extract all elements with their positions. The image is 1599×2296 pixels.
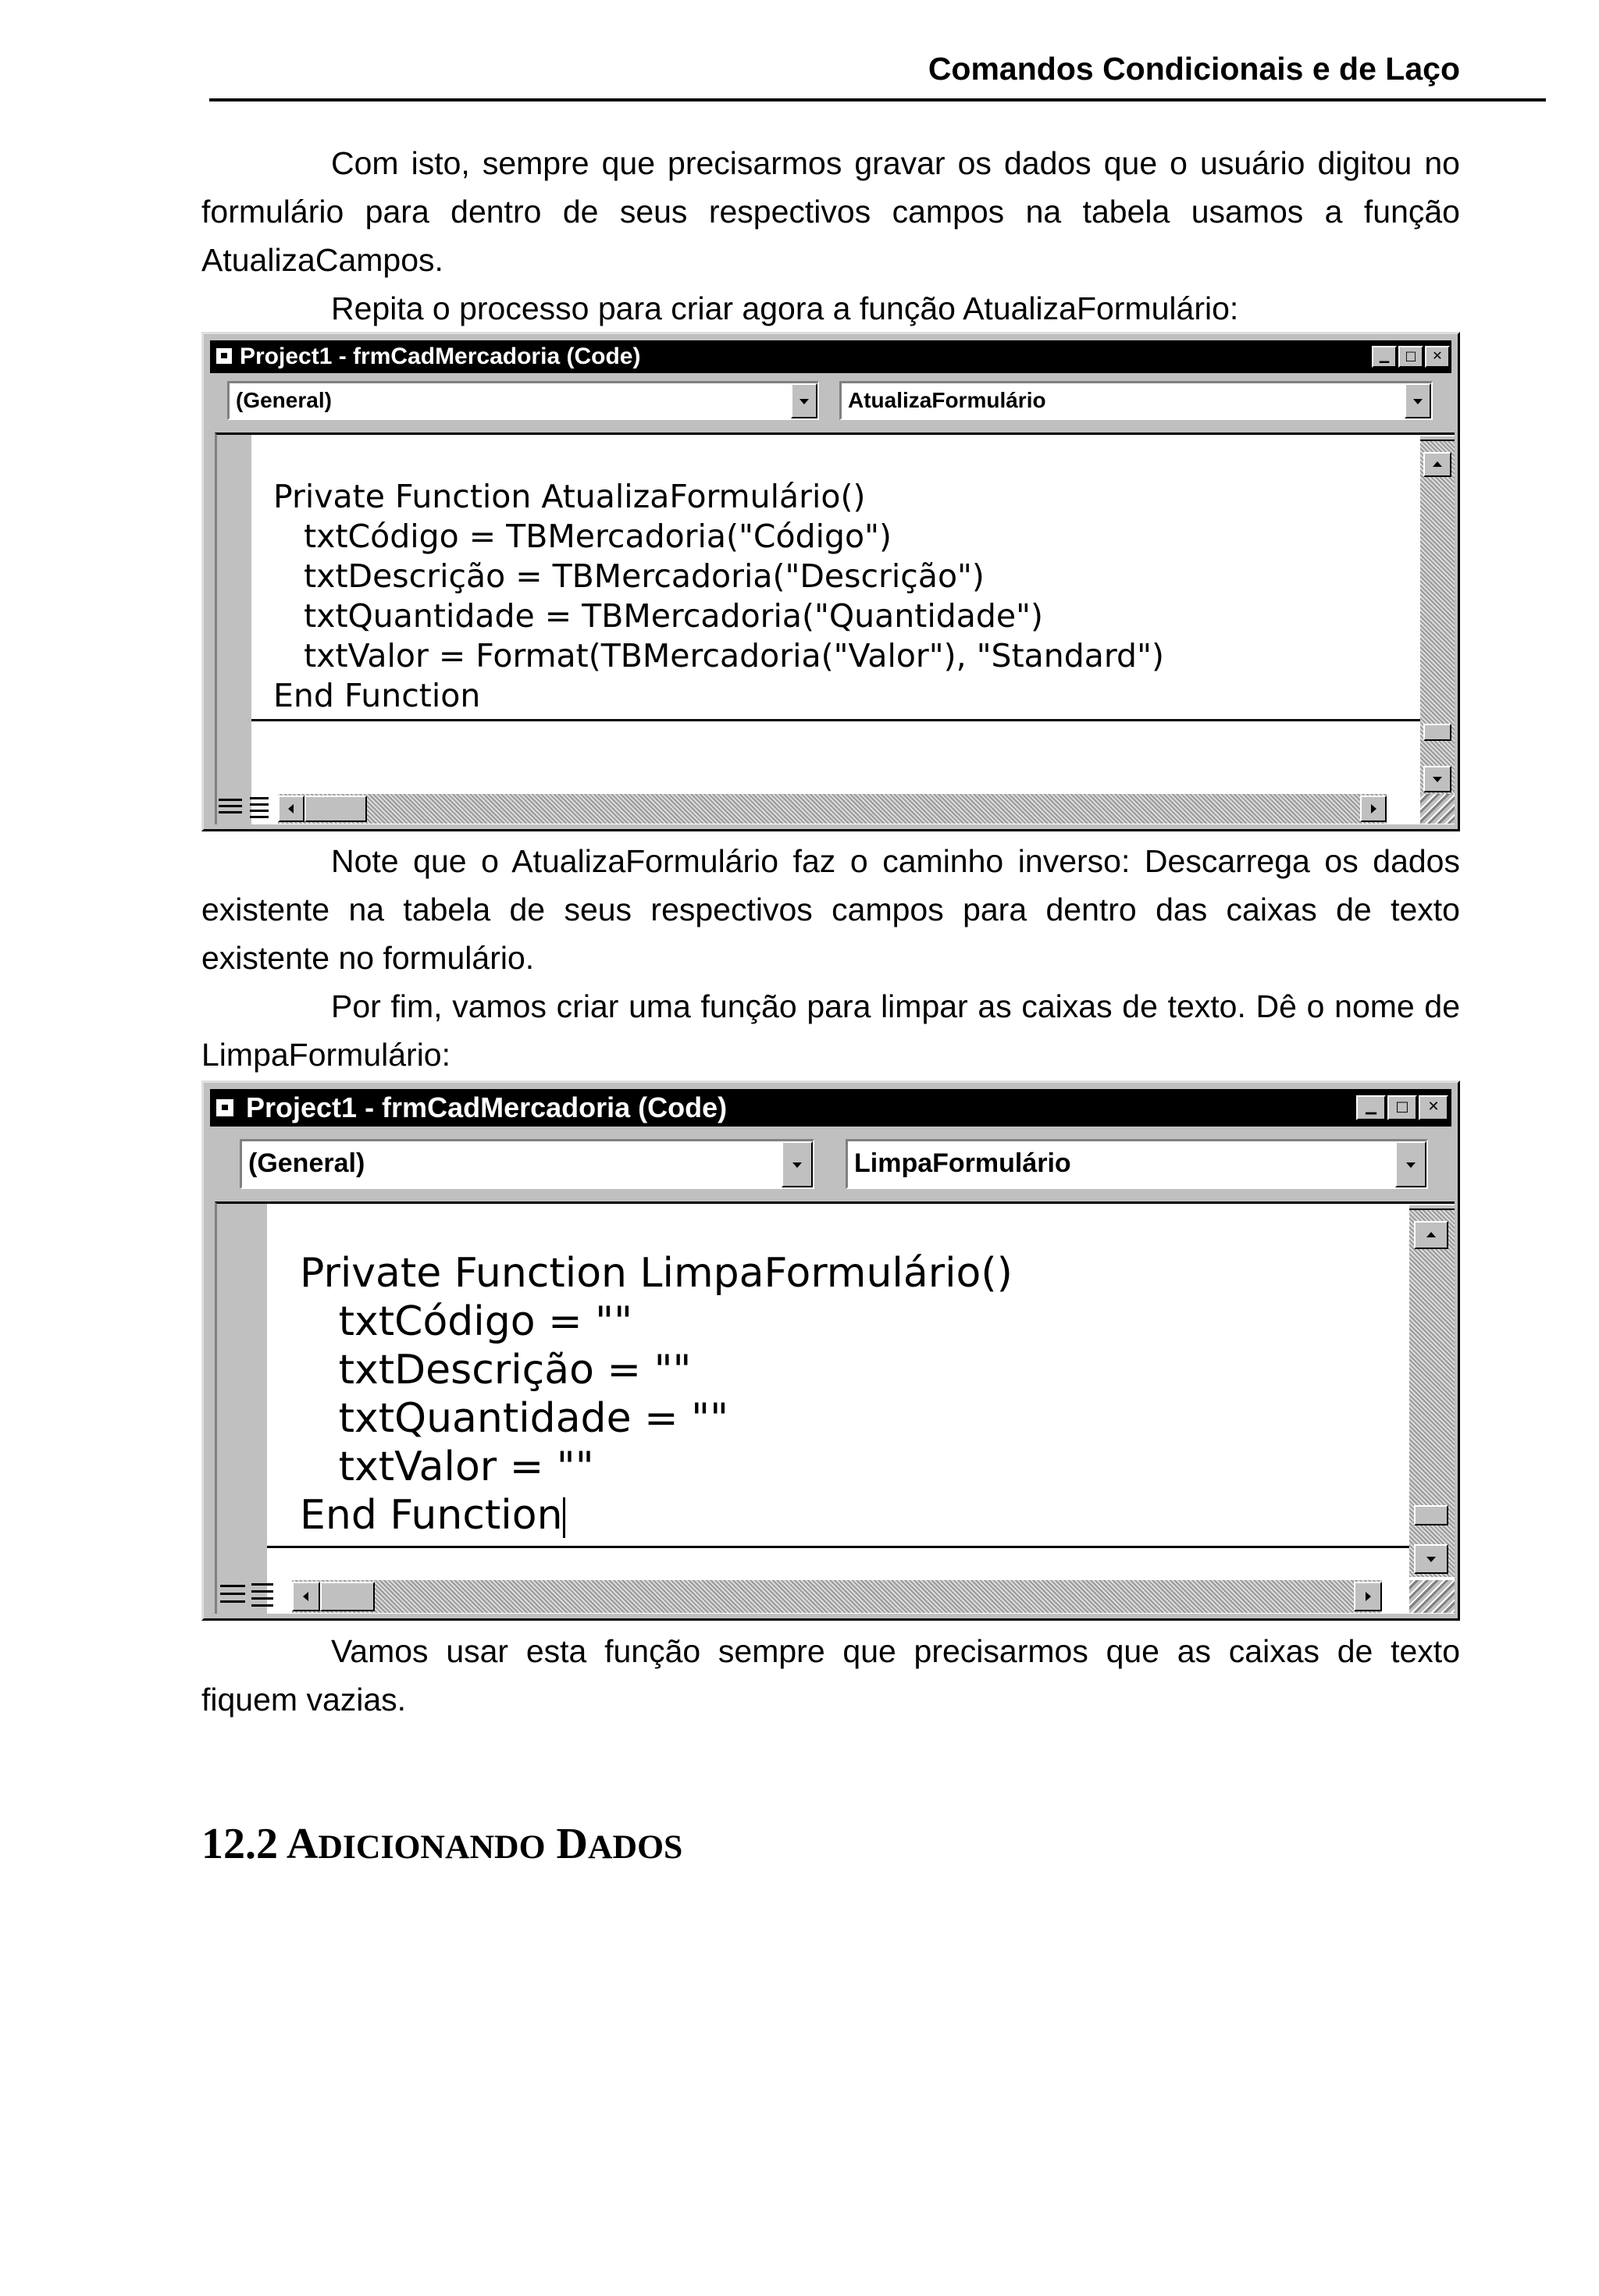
object-combo[interactable]: [240, 1139, 814, 1189]
full-module-view-icon[interactable]: [251, 1579, 280, 1611]
code-block[interactable]: [300, 1249, 1013, 1540]
code-line: txtDescrição = "": [300, 1347, 692, 1394]
horizontal-scrollbar[interactable]: [292, 1580, 1382, 1613]
code-window-icon[interactable]: [216, 348, 232, 364]
resize-grip[interactable]: [1409, 1580, 1455, 1613]
code-line: [300, 1491, 1013, 1540]
code-line: Private Function AtualizaFormulário(): [273, 478, 866, 515]
margin-indicator-bar: [217, 435, 251, 824]
paragraph-por-fim: Por fim, vamos criar uma função para limpar as caixas de texto. Dê o nome de LimpaFormulário:: [201, 988, 1460, 1073]
scroll-up-icon[interactable]: [1414, 1221, 1448, 1249]
paragraph-intro: Com isto, sempre que precisarmos gravar os dados que o usuário digitou no formulário para dentro de seus respectivos campos na tabela usamos a função AtualizaCampos.: [201, 145, 1460, 278]
minimize-icon[interactable]: ▁: [1372, 346, 1397, 368]
scroll-right-icon[interactable]: [1360, 796, 1387, 822]
text-caret: [563, 1497, 565, 1538]
resize-grip[interactable]: [1420, 794, 1455, 824]
code-line: txtCódigo = TBMercadoria("Código"): [273, 518, 892, 555]
maximize-icon[interactable]: □: [1387, 1095, 1417, 1120]
scroll-left-icon[interactable]: [292, 1582, 320, 1611]
code-line: txtQuantidade = "": [300, 1395, 729, 1442]
code-window-atualiza: [201, 332, 1460, 831]
code-line-text: End Function: [300, 1492, 563, 1539]
close-icon[interactable]: ✕: [1425, 346, 1450, 368]
window-titlebar[interactable]: [210, 1089, 1451, 1127]
code-line: txtValor = "": [300, 1443, 594, 1490]
paragraph-vamos-usar: Vamos usar esta função sempre que precisarmos que as caixas de texto fiquem vazias.: [201, 1633, 1460, 1718]
scroll-down-icon[interactable]: [1423, 766, 1451, 792]
procedure-combo-value: LimpaFormulário: [854, 1148, 1071, 1178]
window-titlebar[interactable]: [210, 340, 1451, 373]
code-line: End Function: [273, 677, 481, 714]
minimize-icon[interactable]: ▁: [1356, 1095, 1386, 1120]
word-rest: ADOS: [588, 1828, 683, 1866]
object-combo[interactable]: [227, 381, 819, 420]
horizontal-scrollbar[interactable]: [278, 794, 1387, 824]
procedure-view-icon[interactable]: [220, 1579, 251, 1611]
split-handle[interactable]: [1420, 435, 1455, 441]
full-module-view-icon[interactable]: [250, 794, 275, 821]
chevron-down-icon[interactable]: [791, 383, 817, 418]
code-line: txtCódigo = "": [300, 1298, 633, 1345]
code-line: Private Function LimpaFormulário(): [300, 1250, 1013, 1297]
section-heading: [201, 1813, 682, 1878]
code-line: txtQuantidade = TBMercadoria("Quantidade"): [273, 597, 1043, 635]
code-line: txtValor = Format(TBMercadoria("Valor"), "Standard"): [273, 637, 1164, 675]
scroll-left-icon[interactable]: [278, 796, 304, 822]
maximize-icon[interactable]: □: [1398, 346, 1423, 368]
vertical-scrollbar[interactable]: [1420, 435, 1455, 794]
object-combo-value: (General): [236, 388, 332, 412]
window-title: Project1 - frmCadMercadoria (Code): [246, 1091, 728, 1123]
section-number: 12.2: [201, 1820, 278, 1868]
chevron-down-icon[interactable]: [1405, 383, 1431, 418]
word-initial: D: [556, 1820, 588, 1868]
object-combo-value: (General): [248, 1148, 365, 1178]
procedure-combo-value: AtualizaFormulário: [848, 388, 1046, 412]
word-initial: A: [286, 1820, 319, 1868]
scroll-thumb[interactable]: [1423, 724, 1451, 741]
word-rest: DICIONANDO: [318, 1828, 546, 1866]
hscroll-thumb[interactable]: [304, 796, 367, 822]
close-icon[interactable]: ✕: [1419, 1095, 1448, 1120]
chevron-down-icon[interactable]: [1395, 1141, 1426, 1187]
procedure-combo[interactable]: [839, 381, 1433, 420]
window-title: Project1 - frmCadMercadoria (Code): [240, 344, 641, 369]
code-editor[interactable]: [215, 1201, 1455, 1614]
chapter-title: Comandos Condicionais e de Laço: [928, 51, 1460, 87]
paragraph-note: Note que o AtualizaFormulário faz o caminho inverso: Descarrega os dados existente na tabela de seus respectivos campos para dentro das caixas de texto existente no formulário.: [201, 843, 1460, 976]
procedure-separator: [251, 719, 1420, 721]
margin-indicator-bar: [217, 1204, 267, 1614]
scroll-down-icon[interactable]: [1414, 1544, 1448, 1574]
hscroll-thumb[interactable]: [320, 1582, 375, 1611]
procedure-combo[interactable]: [846, 1139, 1428, 1189]
running-header: [209, 48, 1546, 101]
procedure-view-icon[interactable]: [219, 794, 250, 821]
code-window-icon[interactable]: [216, 1099, 233, 1116]
scroll-up-icon[interactable]: [1423, 452, 1451, 477]
code-line: txtDescrição = TBMercadoria("Descrição"): [273, 557, 985, 595]
code-block[interactable]: [273, 477, 1164, 716]
chevron-down-icon[interactable]: [782, 1141, 813, 1187]
code-window-limpa: [201, 1080, 1460, 1621]
scroll-right-icon[interactable]: [1354, 1582, 1382, 1611]
paragraph-repeat: Repita o processo para criar agora a função AtualizaFormulário:: [331, 290, 1239, 326]
code-editor[interactable]: [215, 433, 1455, 824]
scroll-thumb[interactable]: [1414, 1505, 1448, 1525]
procedure-separator: [267, 1546, 1409, 1548]
vertical-scrollbar[interactable]: [1409, 1204, 1455, 1577]
split-handle[interactable]: [1409, 1204, 1455, 1210]
